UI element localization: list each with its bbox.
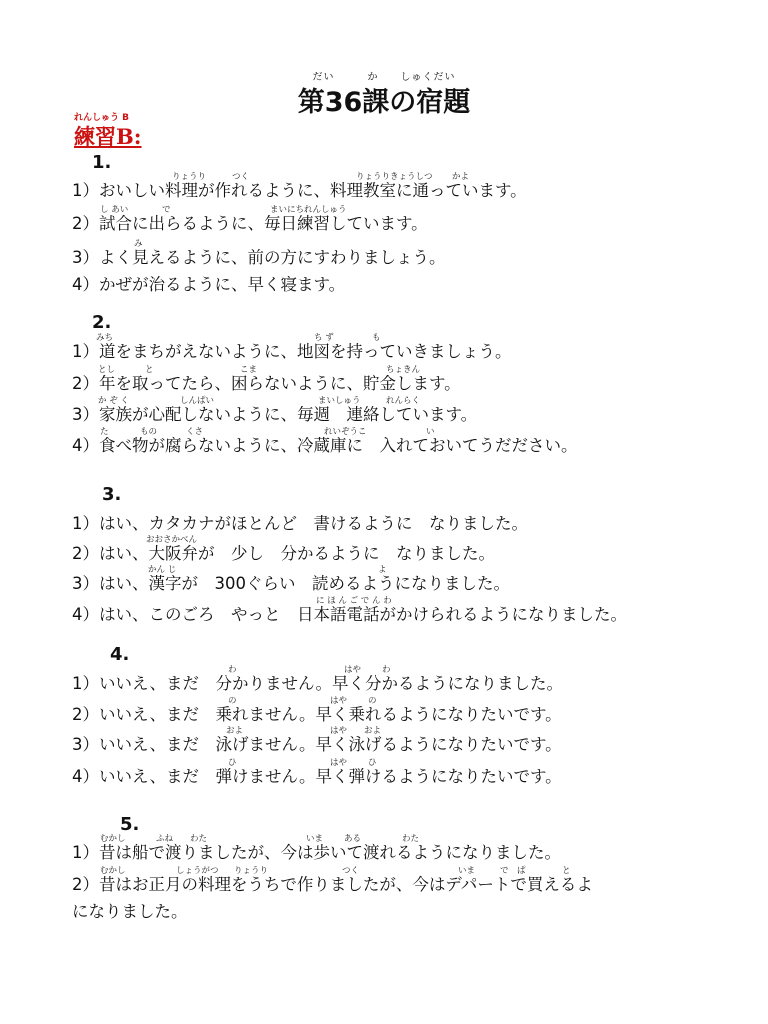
furigana: とし <box>98 365 116 375</box>
furigana: も <box>372 333 381 343</box>
sentence-text: 4）いいえ、まだ 弾けません。早く弾けるようになりたいです。 <box>72 767 562 786</box>
furigana: もの <box>140 427 158 437</box>
furigana-row <box>72 425 578 436</box>
furigana: はや <box>330 696 348 706</box>
furigana: わ <box>228 665 237 675</box>
furigana-row <box>72 864 593 875</box>
furigana: およ <box>226 726 244 736</box>
furigana: で ぱ <box>500 866 526 876</box>
sentence-text: 2）はい、大阪弁が 少し 分かるように なりました。 <box>72 544 495 563</box>
sentence-text: 2）試合に出らるように、毎日練習しています。 <box>72 214 428 233</box>
furigana: よ <box>378 565 387 575</box>
sentence-item <box>72 503 528 534</box>
sentence-item <box>72 663 563 694</box>
sentence-continuation: になりました。 <box>72 902 188 921</box>
sentence-text: 3）よく見えるように、前の方にすわりましょう。 <box>72 248 446 267</box>
sentence-item <box>72 694 562 725</box>
sentence-text: 1）おいしい料理が作れるように、料理教室に通っています。 <box>72 181 527 200</box>
furigana: か ぞ く <box>98 396 129 406</box>
furigana-row <box>72 594 627 605</box>
furigana: た <box>100 427 109 437</box>
furigana-row <box>72 756 562 767</box>
section-number-3: 3. <box>102 484 122 505</box>
furigana: の <box>368 696 377 706</box>
furigana: と <box>562 866 571 876</box>
section-number-1: 1. <box>92 152 112 173</box>
furigana: かよ <box>452 172 470 182</box>
furigana: りょうり <box>172 172 207 182</box>
sentence-item <box>72 832 561 863</box>
furigana: りょうりきょうしつ <box>356 172 433 182</box>
sentence-item <box>72 264 345 295</box>
furigana-row <box>72 533 495 544</box>
furigana: し あい <box>100 205 129 215</box>
furigana: おおさかべん <box>146 535 198 545</box>
furigana: むかし <box>100 834 126 844</box>
sentence-item <box>72 331 512 362</box>
furigana: かん じ <box>148 565 177 575</box>
sentence-text: 1）道をまちがえないように、地図を持っていきましょう。 <box>72 342 512 361</box>
furigana: いま <box>458 866 476 876</box>
furigana: れいぞうこ <box>324 427 367 437</box>
furigana: と <box>145 365 154 375</box>
sentence-text: 2）昔はお正月の料理をうちで作りましたが、今はデパートで買えるよ <box>72 875 593 894</box>
sentence-item <box>72 394 477 425</box>
sentence-text: 2）年を取ってたら、困らないように、貯金します。 <box>72 374 461 393</box>
furigana: いま <box>306 834 324 844</box>
sentence-item <box>72 363 461 394</box>
furigana-row <box>72 264 345 275</box>
sentence-text: 3）いいえ、まだ 泳げません。早く泳げるようになりたいです。 <box>72 735 562 754</box>
section-number-4: 4. <box>110 644 130 665</box>
exercise-heading-furigana: れんしゅう B <box>74 113 129 123</box>
furigana: ちょきん <box>386 365 421 375</box>
furigana-row <box>72 503 528 514</box>
furigana: ひ <box>228 758 237 768</box>
furigana: れんらく <box>386 396 421 406</box>
sentence-item <box>72 563 510 594</box>
section-number-5: 5. <box>120 814 140 835</box>
furigana: わた <box>402 834 420 844</box>
furigana: およ <box>364 726 382 736</box>
furigana: に ほ ん ご で ん わ <box>316 596 392 606</box>
furigana: ち ず <box>314 333 334 343</box>
furigana: こま <box>240 365 258 375</box>
furigana: まいにちれんしゅう <box>270 205 347 215</box>
furigana-row <box>72 237 446 248</box>
sentence-item <box>72 756 562 787</box>
furigana: むかし <box>100 866 126 876</box>
furigana: ひ <box>368 758 377 768</box>
sentence-text: 1）昔は船で渡りましたが、今は歩いて渡れるようになりました。 <box>72 843 561 862</box>
furigana-row <box>72 694 562 705</box>
furigana: み <box>134 239 143 249</box>
furigana: ふね <box>156 834 174 844</box>
sentence-item <box>72 864 593 895</box>
sentence-item <box>72 170 527 201</box>
furigana: みち <box>96 333 114 343</box>
furigana-row <box>72 832 561 843</box>
sentence-text: 4）食べ物が腐らないように、冷蔵庫に 入れておいてうだださい。 <box>72 436 578 455</box>
furigana-row <box>72 663 563 674</box>
sentence-text: 3）はい、漢字が 300ぐらい 読めるようになりました。 <box>72 574 510 593</box>
furigana-row <box>72 363 461 374</box>
furigana-row <box>72 170 527 181</box>
furigana: つく <box>342 866 360 876</box>
furigana: まいしゅう <box>318 396 361 406</box>
sentence-text: 4）かぜが治るように、早く寝ます。 <box>72 275 346 294</box>
furigana: ある <box>344 834 362 844</box>
page-title: 第36課の宿題 <box>297 87 471 118</box>
title-furigana: だい か しゅくだい <box>312 72 456 83</box>
sentence-text: 1）いいえ、まだ 分かりません。早く分かるようになりました。 <box>72 674 563 693</box>
furigana-row <box>72 331 512 342</box>
furigana-row <box>72 394 477 405</box>
section-number-2: 2. <box>92 312 112 333</box>
sentence-text: 4）はい、このごろ やっと 日本語電話がかけられるようになりました。 <box>72 605 627 624</box>
furigana: しょうがつ <box>176 866 219 876</box>
furigana: わた <box>190 834 208 844</box>
exercise-heading <box>74 110 142 151</box>
furigana: はや <box>344 665 362 675</box>
furigana: で <box>162 205 171 215</box>
exercise-heading-text: 練習B: <box>74 124 142 149</box>
furigana: はや <box>330 726 348 736</box>
furigana: はや <box>330 758 348 768</box>
furigana-row <box>72 724 562 735</box>
furigana: くさ <box>186 427 204 437</box>
furigana: の <box>228 696 237 706</box>
furigana: しんぱい <box>180 396 215 406</box>
furigana-row <box>72 203 428 214</box>
furigana: わ <box>382 665 391 675</box>
sentence-item <box>72 724 562 755</box>
sentence-item <box>72 594 627 625</box>
sentence-text: 3）家族が心配しないように、毎週 連絡しています。 <box>72 405 478 424</box>
sentence-item <box>72 425 578 456</box>
furigana: い <box>426 427 435 437</box>
sentence-item <box>72 203 428 234</box>
furigana-row <box>72 563 510 574</box>
furigana: りょうり <box>234 866 269 876</box>
sentence-item <box>72 533 495 564</box>
sentence-text: 1）はい、カタカナがほとんど 書けるように なりました。 <box>72 514 528 533</box>
sentence-text: 2）いいえ、まだ 乗れません。早く乗れるようになりたいです。 <box>72 705 562 724</box>
furigana: つく <box>232 172 250 182</box>
